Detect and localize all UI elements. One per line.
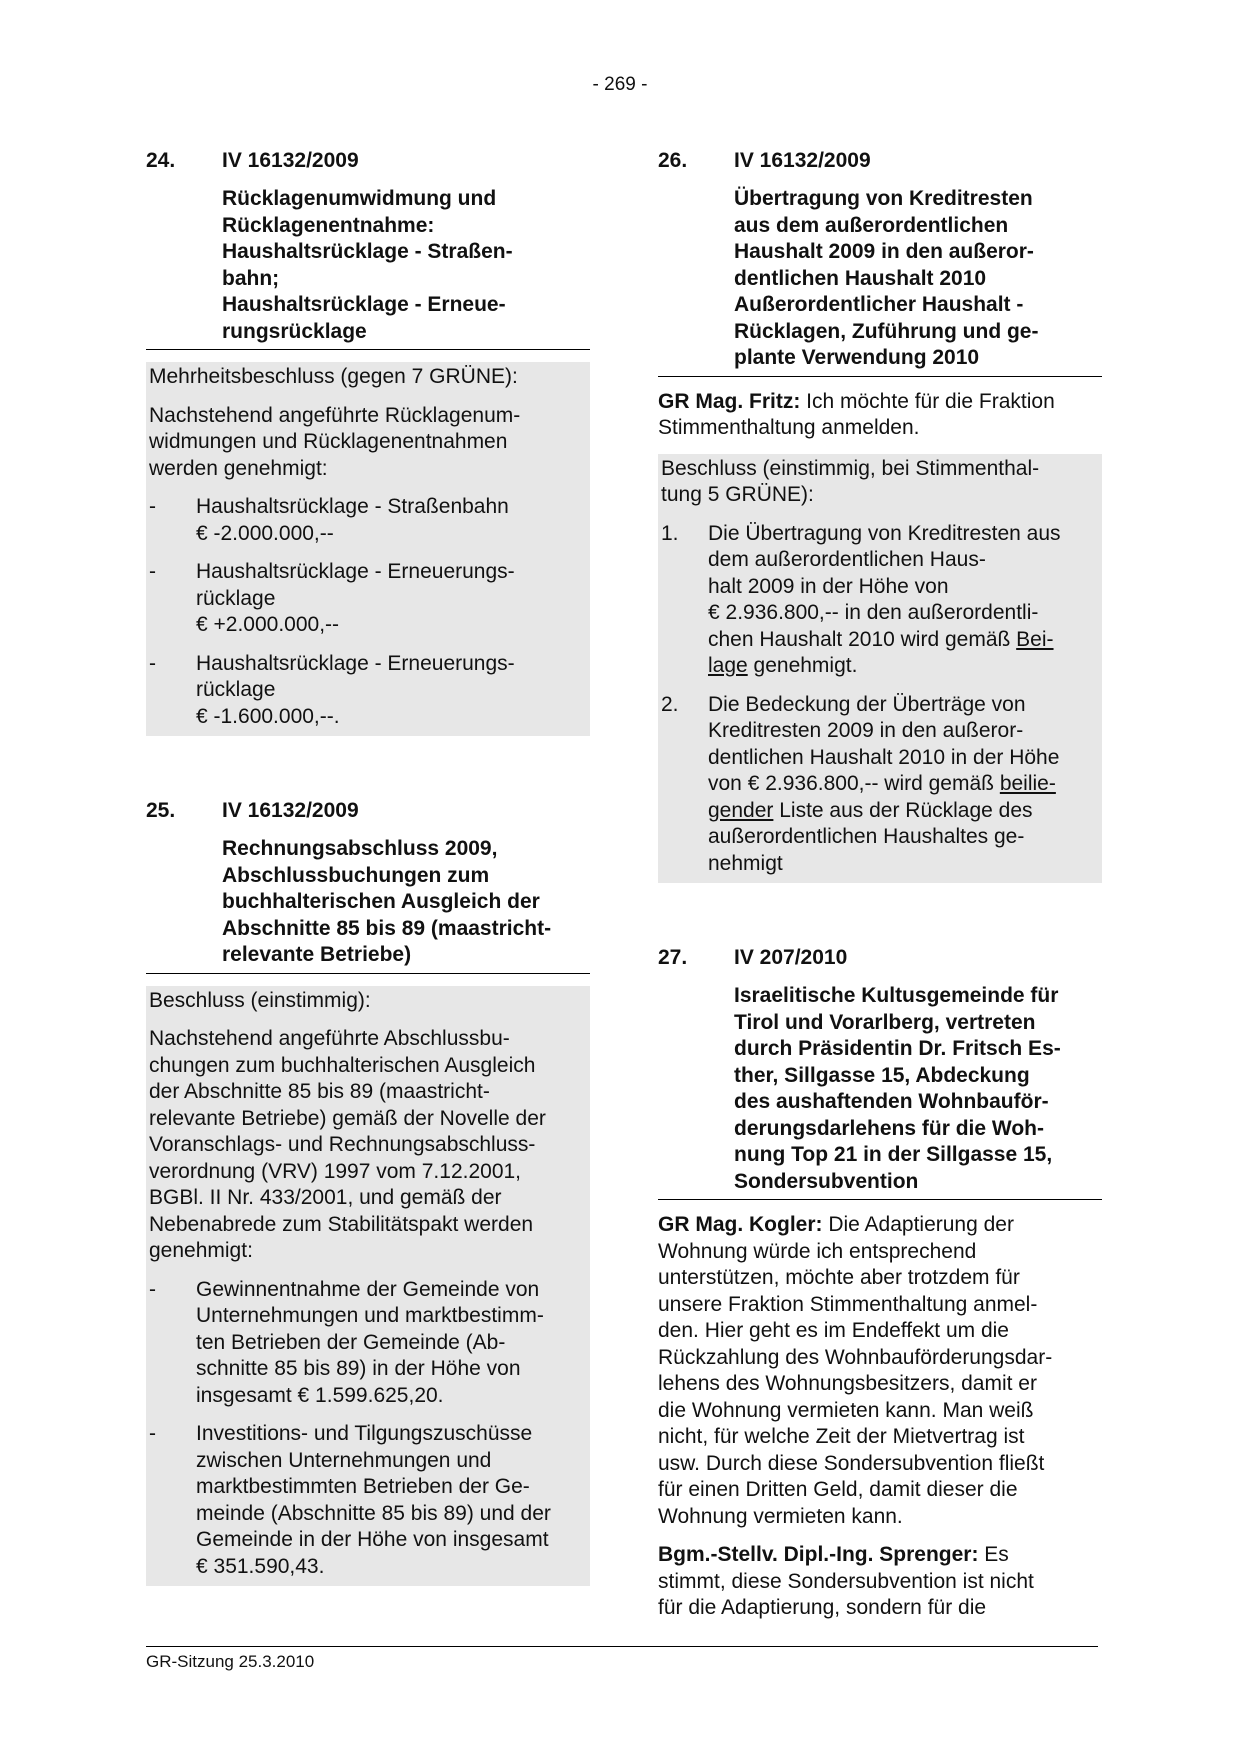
title-line: ther, Sillgasse 15, Abdeckung: [734, 1063, 1030, 1087]
speech-paragraph: [658, 1212, 1102, 1530]
list-item: [661, 521, 1099, 680]
title-line: Abschlussbuchungen zum: [222, 863, 490, 887]
text-line: widmungen und Rücklagenentnahmen: [149, 430, 508, 453]
item-reference: IV 16132/2009: [222, 799, 359, 822]
speaker-name: GR Mag. Fritz:: [658, 389, 801, 413]
text-line: € -1.600.000,--.: [196, 704, 340, 728]
list-item: [661, 692, 1099, 878]
text-line: € 2.936.800,-- in den außerordentli-: [708, 601, 1039, 624]
title-line: Rücklagenumwidmung und: [222, 187, 497, 210]
list-item: [149, 651, 587, 731]
resolution-box: [146, 986, 590, 1587]
text-line: € +2.000.000,--: [196, 613, 340, 636]
text-line: werden genehmigt:: [149, 456, 328, 480]
text-line: dentlichen Haushalt 2010 in der Höhe: [708, 745, 1060, 769]
list-marker: -: [149, 651, 156, 675]
text-line: marktbestimmten Betrieben der Ge-: [196, 1475, 530, 1498]
title-line: Rücklagenentnahme:: [222, 213, 435, 237]
text-line: Stimmenthaltung anmelden.: [658, 416, 920, 439]
item-title: [146, 186, 590, 350]
title-line: aus dem außerordentlichen: [734, 213, 1009, 237]
list-marker: -: [149, 495, 156, 518]
text-line: rücklage: [196, 678, 276, 701]
agenda-item-25: [146, 798, 590, 1586]
text-line: der Abschnitte 85 bis 89 (maastricht-: [149, 1080, 490, 1103]
text-fragment: Liste aus der Rücklage des: [773, 798, 1033, 822]
speech-paragraph: [658, 1542, 1102, 1622]
text-line: Kreditresten 2009 in den außeror-: [708, 719, 1024, 742]
item-title: [658, 186, 1102, 377]
text-line: Investitions- und Tilgungszuschüsse: [196, 1422, 533, 1445]
text-line: insgesamt € 1.599.625,20.: [196, 1383, 444, 1407]
text-line: Gewinnentnahme der Gemeinde von: [196, 1277, 540, 1301]
title-line: Außerordentlicher Haushalt -: [734, 293, 1024, 316]
agenda-item-24: [146, 148, 590, 736]
text-line: Haushaltsrücklage - Erneuerungs-: [196, 560, 515, 583]
text-line: dem außerordentlichen Haus-: [708, 548, 986, 571]
title-line: plante Verwendung 2010: [734, 346, 980, 369]
title-line: buchhalterischen Ausgleich der: [222, 890, 540, 913]
text-line: Beschluss (einstimmig, bei Stimmenthal-: [661, 456, 1040, 480]
underlined-reference: beilie-: [999, 772, 1056, 795]
text-line: für die Adaptierung, sondern für die: [658, 1596, 987, 1619]
text-line: nehmigt: [708, 851, 783, 875]
title-line: durch Präsidentin Dr. Fritsch Es-: [734, 1037, 1061, 1060]
text-line: stimmt, diese Sondersubvention ist nicht: [658, 1569, 1034, 1593]
text-line: lehens des Wohnungsbesitzers, damit er: [658, 1372, 1037, 1395]
text-line: Nachstehend angeführte Rücklagenum-: [149, 403, 521, 427]
agenda-item-26: [658, 148, 1102, 883]
item-number: 27.: [658, 946, 688, 969]
agenda-item-27: [658, 945, 1102, 1622]
text-line: Die Übertragung von Kreditresten aus: [708, 521, 1061, 545]
item-heading: [146, 148, 590, 174]
title-line: derungsdarlehens für die Woh-: [734, 1116, 1044, 1140]
text-line: BGBl. II Nr. 433/2001, und gemäß der: [149, 1186, 502, 1209]
text-fragment: Die Adaptierung der: [822, 1213, 1014, 1236]
text-line: Die Bedeckung der Überträge von: [708, 692, 1026, 716]
underlined-reference: lage: [708, 654, 748, 677]
text-line: zwischen Unternehmungen und: [196, 1448, 492, 1472]
item-number: 25.: [146, 799, 176, 822]
text-line: Voranschlags- und Rechnungsabschluss-: [149, 1133, 536, 1156]
list-item: [149, 494, 587, 547]
text-line: € -2.000.000,--: [196, 521, 334, 545]
text-line: für einen Dritten Geld, damit dieser die: [658, 1478, 1018, 1501]
list-marker: 1.: [661, 521, 679, 545]
text-line: relevante Betriebe) gemäß der Novelle der: [149, 1106, 546, 1130]
text-line: nicht, für welche Zeit der Mietvertrag ist: [658, 1425, 1025, 1448]
title-line: Haushalt 2009 in den außeror-: [734, 240, 1034, 263]
text-line: ten Betrieben der Gemeinde (Ab-: [196, 1330, 506, 1354]
list-item: [149, 559, 587, 639]
text-line: halt 2009 in der Höhe von: [708, 574, 949, 598]
text-line: Wohnung vermieten kann.: [658, 1504, 903, 1528]
list-marker: -: [149, 1422, 156, 1445]
text-fragment: chen Haushalt 2010 wird gemäß: [708, 627, 1017, 651]
footer-divider: [146, 1646, 1098, 1647]
text-line: schnitte 85 bis 89) in der Höhe von: [196, 1357, 521, 1380]
item-number: 26.: [658, 149, 688, 172]
title-line: Tirol und Vorarlberg, vertreten: [734, 1010, 1036, 1034]
text-line: rücklage: [196, 586, 276, 610]
text-fragment: genehmigt.: [747, 654, 858, 677]
text-line: Haushaltsrücklage - Erneuerungs-: [196, 651, 515, 675]
text-line: außerordentlichen Haushaltes ge-: [708, 825, 1025, 848]
underlined-reference: gender: [708, 798, 774, 822]
item-heading: [658, 148, 1102, 174]
text-line: verordnung (VRV) 1997 vom 7.12.2001,: [149, 1159, 522, 1183]
list-marker: -: [149, 1277, 156, 1301]
item-heading: [146, 798, 590, 824]
text-line: genehmigt:: [149, 1239, 253, 1262]
speech-paragraph: [658, 389, 1102, 442]
resolution-box: [658, 454, 1102, 884]
text-line: Unternehmungen und marktbestimm-: [196, 1304, 544, 1327]
item-reference: IV 207/2010: [734, 946, 848, 969]
text-line: den. Hier geht es im Endeffekt um die: [658, 1319, 1009, 1342]
left-column: [146, 148, 590, 1586]
title-line: Sondersubvention: [734, 1169, 919, 1193]
item-heading: [658, 945, 1102, 971]
item-title: [146, 836, 590, 974]
resolution-box: [146, 362, 590, 736]
list-marker: 2.: [661, 692, 679, 716]
speaker-name: Bgm.-Stellv. Dipl.-Ing. Sprenger:: [658, 1543, 979, 1566]
footer-session-date: GR-Sitzung 25.3.2010: [146, 1652, 315, 1671]
title-line: Israelitische Kultusgemeinde für: [734, 984, 1059, 1007]
text-line: die Wohnung vermieten kann. Man weiß: [658, 1398, 1034, 1422]
list-item: [149, 1421, 587, 1580]
text-line: Nebenabrede zum Stabilitätspakt werden: [149, 1212, 534, 1236]
title-line: rungsrücklage: [222, 319, 367, 343]
page-number: - 269 -: [592, 74, 648, 95]
item-reference: IV 16132/2009: [734, 149, 871, 172]
decision-text: Mehrheitsbeschluss (gegen 7 GRÜNE):: [149, 365, 518, 388]
text-line: Nachstehend angeführte Abschlussbu-: [149, 1027, 510, 1050]
text-fragment: von € 2.936.800,-- wird gemäß: [708, 772, 1000, 795]
text-line: tung 5 GRÜNE):: [661, 483, 814, 506]
text-line: Haushaltsrücklage - Straßenbahn: [196, 495, 509, 518]
title-line: Rücklagen, Zuführung und ge-: [734, 319, 1039, 343]
decision-text: [661, 456, 1099, 509]
title-line: Abschnitte 85 bis 89 (maastricht-: [222, 916, 552, 940]
item-reference: IV 16132/2009: [222, 149, 359, 172]
item-number: 24.: [146, 149, 176, 172]
text-line: unterstützen, möchte aber trotzdem für: [658, 1266, 1020, 1289]
text-line: Wohnung würde ich entsprechend: [658, 1239, 977, 1263]
item-title: [658, 983, 1102, 1200]
text-line: usw. Durch diese Sondersubvention fließt: [658, 1451, 1045, 1475]
underlined-reference: Bei-: [1016, 627, 1054, 651]
list-marker: -: [149, 560, 156, 583]
title-line: Rechnungsabschluss 2009,: [222, 837, 498, 860]
title-line: nung Top 21 in der Sillgasse 15,: [734, 1143, 1053, 1166]
text-line: Rückzahlung des Wohnbauförderungsdar-: [658, 1345, 1053, 1369]
list-item: [149, 1277, 587, 1410]
text-line: unsere Fraktion Stimmenthaltung anmel-: [658, 1292, 1038, 1316]
text-line: chungen zum buchhalterischen Ausgleich: [149, 1053, 536, 1077]
resolution-intro: [149, 1026, 587, 1265]
title-line: relevante Betriebe): [222, 943, 412, 966]
decision-text: Beschluss (einstimmig):: [149, 988, 371, 1012]
title-line: des aushaftenden Wohnbauför-: [734, 1090, 1049, 1113]
speaker-name: GR Mag. Kogler:: [658, 1213, 823, 1236]
right-column: [658, 148, 1102, 1622]
text-line: € 351.590,43.: [196, 1554, 325, 1578]
title-line: Übertragung von Kreditresten: [734, 187, 1033, 210]
title-line: Haushaltsrücklage - Straßen-: [222, 240, 513, 263]
title-line: dentlichen Haushalt 2010: [734, 266, 987, 290]
text-line: meinde (Abschnitte 85 bis 89) und der: [196, 1501, 551, 1525]
text-fragment: Es: [978, 1543, 1009, 1566]
text-line: Ich möchte für die Fraktion: [800, 389, 1055, 413]
title-line: Haushaltsrücklage - Erneue-: [222, 293, 506, 316]
resolution-intro: [149, 403, 587, 483]
text-line: Gemeinde in der Höhe von insgesamt: [196, 1528, 549, 1551]
title-line: bahn;: [222, 266, 280, 290]
